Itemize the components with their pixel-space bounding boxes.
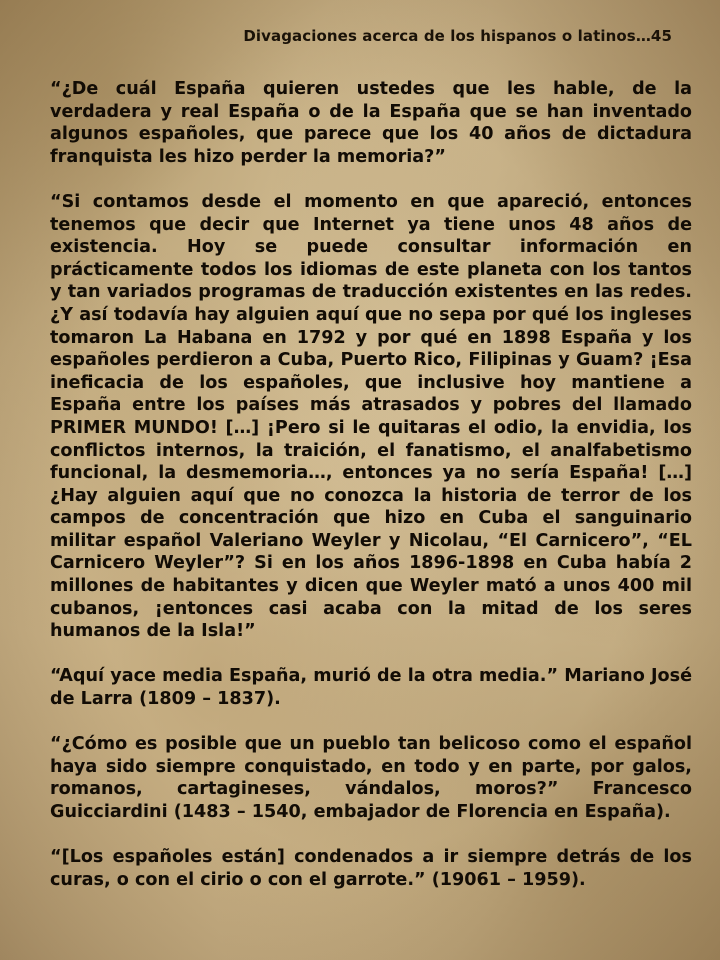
quote-paragraph-curas: “[Los españoles están] condenados a ir siempre detrás de los curas, o con el cirio o con el garrote.” (19061 – 1959). xyxy=(50,847,692,890)
quote-paragraph-1: “¿De cuál España quieren ustedes que les hable, de la verdadera y real España o de la España que se han inventado algunos españoles, que parece que los 40 años de dictadura franquista les hizo perder la memoria?” xyxy=(50,79,692,167)
quote-paragraph-2: “Si contamos desde el momento en que apareció, entonces tenemos que decir que Internet ya tiene unos 48 años de existencia. Hoy se puede consultar información en prácticamente todos los idiomas de este planeta con los tantos y tan variados programas de traducción existentes en las redes. ¿Y así todavía hay alguien aquí que no sepa por qué los ingleses tomaron La Habana en 1792 y por qué en 1898 España y los españoles perdieron a Cuba, Puerto Rico, Filipinas y Guam? ¡Esa ineficacia de los españoles, que inclusive hoy mantiene a España entre los países más atrasados y pobres del llamado PRIMER MUNDO! […] ¡Pero si le quitaras el odio, la envidia, los conflictos internos, la traición, el fanatismo, el analfabetismo funcional, la desmemoria…, entonces ya no sería España! […] ¿Hay alguien aquí que no conozca la historia de terror de los campos de concentración que hizo en Cuba el sanguinario militar español Valeriano Weyler y Nicolau, “El Carnicero”, “EL Carnicero Weyler”? Si en los años 1896-1898 en Cuba había 2 millones de habitantes y dicen que Weyler mató a unos 400 mil cubanos, ¡entonces casi acaba con la mitad de los seres humanos de la Isla!” xyxy=(50,191,692,642)
quote-paragraph-guicciardini: “¿Cómo es posible que un pueblo tan belicoso como el español haya sido siempre conquistado, en todo y en parte, por galos, romanos, cartagineses, vándalos, moros?” Francesco Guicciardini (1483 – 1540, embajador de Florencia en España). xyxy=(50,734,692,822)
page-header: Divagaciones acerca de los hispanos o latinos…45 xyxy=(243,27,672,45)
document-body xyxy=(50,78,692,914)
quote-paragraph-larra: “Aquí yace media España, murió de la otra media.” Mariano José de Larra (1809 – 1837). xyxy=(50,666,692,710)
